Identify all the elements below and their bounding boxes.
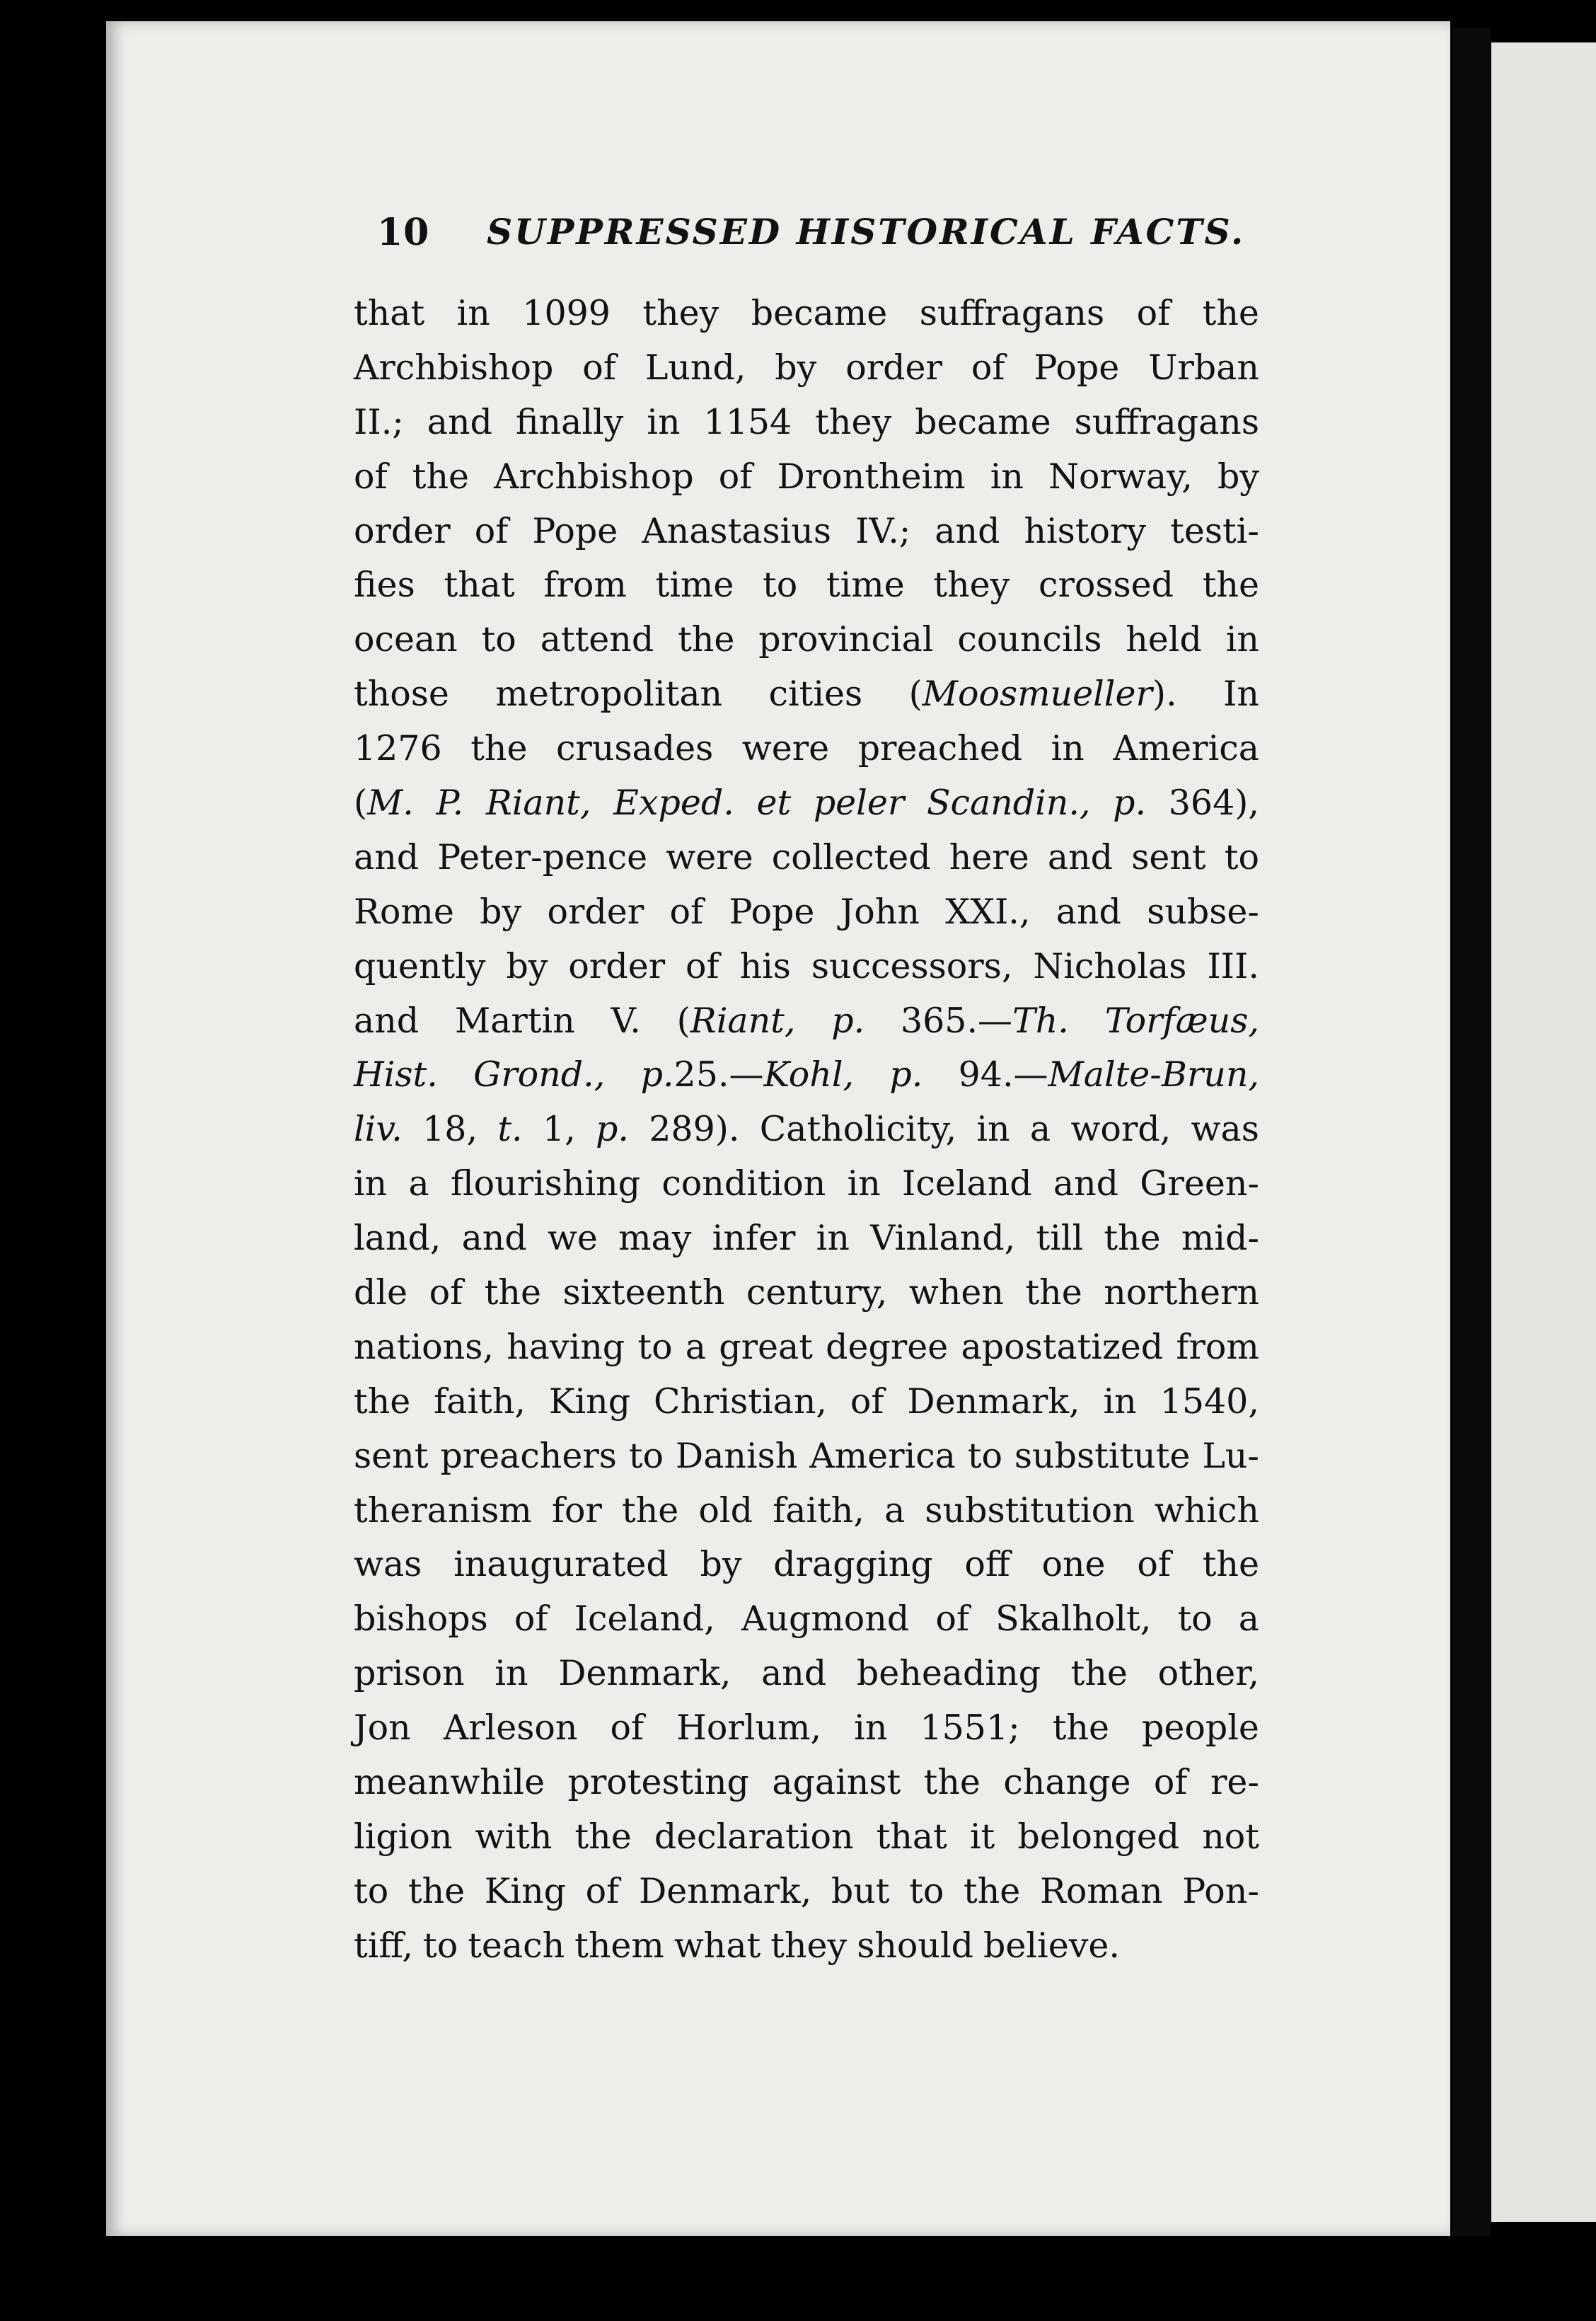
- word: infer: [712, 1218, 796, 1259]
- word: word,: [1070, 1109, 1172, 1150]
- word: p.: [1113, 783, 1147, 824]
- text-line: [354, 885, 1259, 940]
- word: in: [1225, 619, 1259, 660]
- word: one: [1041, 1544, 1106, 1585]
- word: but: [831, 1870, 890, 1911]
- word: his: [739, 945, 791, 986]
- word: belonged: [1017, 1816, 1180, 1857]
- word: people: [1142, 1707, 1259, 1749]
- word: fies: [354, 565, 415, 606]
- word: the: [1202, 565, 1259, 606]
- word: it: [969, 1816, 995, 1857]
- word: of: [935, 1599, 969, 1640]
- word: successors,: [811, 945, 1013, 986]
- word: liv.: [354, 1109, 403, 1150]
- word: Christian,: [653, 1381, 827, 1422]
- word: IV.;: [855, 510, 911, 551]
- word: Pope: [1034, 347, 1120, 388]
- text-line: [354, 341, 1259, 396]
- word: the: [1104, 1218, 1161, 1259]
- word: to: [1177, 1599, 1213, 1640]
- word: Vinland,: [870, 1218, 1016, 1259]
- word: to: [354, 1870, 389, 1911]
- book-gutter: [1452, 28, 1491, 2236]
- word: Green-: [1140, 1163, 1259, 1204]
- text-line: [354, 1756, 1259, 1810]
- word: were: [666, 836, 753, 877]
- word: the: [412, 456, 470, 497]
- word: of: [1153, 1762, 1188, 1803]
- word: 1154: [703, 401, 792, 442]
- text-line: [354, 1538, 1259, 1592]
- word: having: [507, 1326, 625, 1367]
- word: the: [1052, 1707, 1109, 1749]
- word: time: [826, 565, 905, 606]
- word: of: [971, 347, 1005, 388]
- word: Denmark,: [638, 1870, 812, 1911]
- word: in: [816, 1218, 850, 1259]
- text-line: [354, 667, 1259, 722]
- word: a: [685, 1326, 707, 1367]
- word: 1,: [542, 1109, 576, 1150]
- word: theranism: [354, 1490, 532, 1531]
- word: which: [1154, 1490, 1259, 1531]
- word: of: [1137, 1544, 1171, 1585]
- word: they: [815, 401, 892, 442]
- word: not: [1202, 1816, 1259, 1857]
- text-line: [354, 776, 1259, 831]
- word: and: [354, 1000, 420, 1041]
- word: of: [354, 456, 388, 497]
- word: provincial: [758, 619, 934, 660]
- text-line: [354, 505, 1259, 559]
- word: and: [461, 1218, 527, 1259]
- word: of: [686, 945, 719, 986]
- word: time: [655, 565, 734, 606]
- word: V.: [611, 1000, 641, 1041]
- word: the: [964, 1870, 1021, 1911]
- text-line: [354, 940, 1259, 994]
- word: of: [474, 510, 509, 551]
- word: against: [772, 1762, 901, 1803]
- word: King: [484, 1870, 566, 1911]
- word: sixteenth: [562, 1272, 725, 1313]
- word: in: [976, 1109, 1010, 1150]
- word: beheading: [856, 1653, 1041, 1694]
- text-line: [354, 1211, 1259, 1266]
- word: XXI.,: [945, 891, 1031, 932]
- word: tiff,: [354, 1925, 414, 1966]
- word: Catholicity,: [759, 1109, 957, 1150]
- word: we: [547, 1218, 598, 1259]
- word: Horlum,: [676, 1707, 822, 1749]
- word: land,: [354, 1218, 441, 1259]
- word: Lund,: [644, 347, 746, 388]
- word: to: [1224, 836, 1259, 877]
- word: they: [642, 293, 719, 333]
- word: suffragans: [919, 293, 1105, 333]
- word: to: [481, 619, 516, 660]
- word: Peter-pence: [437, 836, 648, 877]
- word: in: [1103, 1381, 1137, 1422]
- word: the: [622, 1490, 679, 1531]
- word: by: [1217, 456, 1259, 497]
- word: from: [1176, 1326, 1259, 1367]
- word: Lu-: [1202, 1435, 1259, 1476]
- word: should: [857, 1925, 973, 1966]
- word: change: [1003, 1762, 1131, 1803]
- word: they: [770, 1925, 848, 1966]
- word: p.25.—Kohl,: [640, 1054, 855, 1095]
- word: the: [1202, 1544, 1259, 1585]
- word: degree: [826, 1326, 949, 1367]
- word: by: [480, 891, 522, 932]
- word: in: [847, 1163, 881, 1204]
- word: Denmark,: [558, 1653, 732, 1694]
- word: of: [585, 1870, 620, 1911]
- word: councils: [957, 619, 1102, 660]
- word: century,: [746, 1272, 888, 1313]
- body-text: [354, 287, 1259, 1974]
- word: flourishing: [450, 1163, 641, 1204]
- word: northern: [1104, 1272, 1259, 1313]
- word: apostatized: [961, 1326, 1164, 1367]
- word: inaugurated: [453, 1544, 669, 1585]
- word: Pon-: [1182, 1870, 1259, 1911]
- text-line: [354, 1647, 1259, 1701]
- word: to: [909, 1870, 944, 1911]
- word: a: [884, 1490, 906, 1531]
- word: peler: [813, 783, 905, 824]
- word: testi-: [1170, 510, 1259, 551]
- word: of: [850, 1381, 884, 1422]
- word: may: [618, 1218, 692, 1259]
- word: order: [354, 510, 451, 551]
- text-line: [354, 1810, 1259, 1865]
- page-number: 10: [377, 211, 430, 254]
- word: America: [809, 1435, 956, 1476]
- word: (Moosmueller).: [908, 674, 1177, 715]
- word: Pope: [532, 510, 618, 551]
- word: preached: [857, 728, 1023, 769]
- word: to: [763, 565, 798, 606]
- word: Archbishop: [354, 347, 554, 388]
- word: Denmark,: [907, 1381, 1080, 1422]
- word: old: [698, 1490, 753, 1531]
- word: teach: [468, 1925, 565, 1966]
- word: the: [1202, 293, 1259, 333]
- word: became: [915, 401, 1051, 442]
- word: of: [429, 1272, 463, 1313]
- text-line: [354, 1320, 1259, 1375]
- word: with: [475, 1816, 553, 1857]
- word: in: [354, 1163, 388, 1204]
- word: by: [700, 1544, 742, 1585]
- word: Skalholt,: [995, 1599, 1152, 1640]
- word: held: [1126, 619, 1202, 660]
- word: of: [514, 1599, 548, 1640]
- word: Pope: [729, 891, 815, 932]
- word: finally: [515, 401, 624, 442]
- word: III.: [1207, 945, 1259, 986]
- word: II.;: [354, 401, 404, 442]
- word: attend: [540, 619, 654, 660]
- word: p.: [889, 1054, 923, 1095]
- word: King: [548, 1381, 631, 1422]
- word: of: [718, 456, 753, 497]
- word: metropolitan: [495, 674, 723, 715]
- word: that: [444, 565, 515, 606]
- page-header: [267, 211, 1244, 267]
- word: quently: [354, 945, 486, 986]
- word: and: [1047, 836, 1114, 877]
- text-line: [354, 994, 1259, 1049]
- word: of: [582, 347, 616, 388]
- word: 1099: [522, 293, 611, 333]
- word: nations,: [354, 1326, 494, 1367]
- word: were: [741, 728, 830, 769]
- word: Archbishop: [494, 456, 694, 497]
- word: in: [647, 401, 681, 442]
- text-line: [354, 1865, 1259, 1919]
- word: 365.—Th.: [900, 1000, 1069, 1041]
- word: of: [610, 1707, 644, 1749]
- word: became: [751, 293, 888, 333]
- word: John: [840, 891, 920, 932]
- text-line: [354, 1429, 1259, 1484]
- text-line: [354, 1484, 1259, 1538]
- word: Norway,: [1048, 456, 1193, 497]
- word: those: [354, 674, 449, 715]
- word: Rome: [354, 891, 454, 932]
- word: Grond.,: [473, 1054, 606, 1095]
- word: by: [506, 945, 548, 986]
- text-line: [354, 287, 1259, 341]
- running-title: SUPPRESSED HISTORICAL FACTS.: [487, 211, 1246, 253]
- word: was: [1191, 1109, 1259, 1150]
- word: Iceland: [902, 1163, 1032, 1204]
- text-line: [354, 722, 1259, 776]
- text-line: [354, 613, 1259, 667]
- word: in: [990, 456, 1024, 497]
- word: ligion: [354, 1816, 453, 1857]
- word: by: [775, 347, 817, 388]
- word: Urban: [1148, 347, 1259, 388]
- word: Riant,: [485, 783, 591, 824]
- word: faith,: [773, 1490, 865, 1531]
- word: Nicholas: [1033, 945, 1187, 986]
- text-line: [354, 1919, 1259, 1974]
- facing-page-edge: [1491, 42, 1596, 2222]
- word: here: [949, 836, 1029, 877]
- word: Scandin.,: [926, 783, 1091, 824]
- word: of: [1136, 293, 1171, 333]
- word: p.: [595, 1109, 629, 1150]
- word: bishops: [354, 1599, 488, 1640]
- text-line: [354, 1102, 1259, 1157]
- word: 1276: [354, 728, 442, 769]
- word: Martin: [454, 1000, 575, 1041]
- word: great: [719, 1326, 813, 1367]
- word: to: [967, 1435, 1002, 1476]
- word: history: [1024, 510, 1147, 551]
- word: order: [568, 945, 666, 986]
- word: 289).: [649, 1109, 740, 1150]
- word: re-: [1210, 1762, 1259, 1803]
- word: the: [484, 1272, 541, 1313]
- word: and: [761, 1653, 827, 1694]
- word: declaration: [654, 1816, 854, 1857]
- word: 364),: [1168, 783, 1259, 824]
- word: (Riant,: [676, 1000, 796, 1041]
- word: to: [423, 1925, 458, 1966]
- word: what: [673, 1925, 761, 1966]
- word: Drontheim: [777, 456, 966, 497]
- word: condition: [661, 1163, 826, 1204]
- word: subse-: [1147, 891, 1259, 932]
- word: protesting: [567, 1762, 749, 1803]
- word: that: [354, 293, 425, 333]
- word: and: [935, 510, 1000, 551]
- word: P.: [436, 783, 464, 824]
- word: Exped.: [613, 783, 734, 824]
- word: the: [354, 1381, 411, 1422]
- word: crossed: [1039, 565, 1174, 606]
- word: 18,: [422, 1109, 478, 1150]
- word: in: [854, 1707, 888, 1749]
- word: order: [845, 347, 942, 388]
- word: Danish: [675, 1435, 798, 1476]
- word: the: [923, 1762, 981, 1803]
- word: believe.: [983, 1925, 1120, 1966]
- word: in: [1051, 728, 1085, 769]
- word: off: [964, 1544, 1010, 1585]
- word: and: [427, 401, 492, 442]
- text-line: [354, 450, 1259, 505]
- word: and: [354, 836, 420, 877]
- word: In: [1223, 674, 1259, 715]
- word: Hist.: [354, 1054, 438, 1095]
- word: Roman: [1039, 1870, 1163, 1911]
- word: sent: [1131, 836, 1206, 877]
- word: ocean: [354, 619, 458, 660]
- word: order: [547, 891, 644, 932]
- word: for: [551, 1490, 602, 1531]
- word: the: [407, 1870, 466, 1911]
- text-line: [354, 1048, 1259, 1102]
- word: 1540,: [1160, 1381, 1259, 1422]
- word: other,: [1157, 1653, 1259, 1694]
- word: p.: [831, 1000, 865, 1041]
- word: the: [470, 728, 528, 769]
- word: 1551;: [920, 1707, 1020, 1749]
- word: they: [933, 565, 1010, 606]
- word: (M.: [354, 783, 414, 824]
- word: prison: [354, 1653, 465, 1694]
- word: preachers: [440, 1435, 617, 1476]
- word: meanwhile: [354, 1762, 545, 1803]
- word: America: [1113, 728, 1259, 769]
- word: dle: [354, 1272, 408, 1313]
- word: et: [756, 783, 792, 824]
- word: a: [408, 1163, 429, 1204]
- text-line: [354, 558, 1259, 613]
- word: till: [1036, 1218, 1084, 1259]
- word: a: [1238, 1599, 1259, 1640]
- word: of: [669, 891, 704, 932]
- word: in: [495, 1653, 528, 1694]
- text-line: [354, 1701, 1259, 1756]
- word: a: [1029, 1109, 1051, 1150]
- word: Jon: [354, 1707, 411, 1749]
- word: Iceland,: [574, 1599, 715, 1640]
- word: Arleson: [443, 1707, 578, 1749]
- word: Torfæus,: [1104, 1000, 1259, 1041]
- text-line: [354, 1375, 1259, 1429]
- word: when: [908, 1272, 1004, 1313]
- word: them: [574, 1925, 664, 1966]
- word: mid-: [1181, 1218, 1259, 1259]
- word: Anastasius: [642, 510, 831, 551]
- word: dragging: [773, 1544, 933, 1585]
- word: in: [456, 293, 490, 333]
- word: cities: [768, 674, 863, 715]
- word: from: [543, 565, 627, 606]
- word: the: [1070, 1653, 1128, 1694]
- text-line: [354, 1266, 1259, 1320]
- word: substitution: [925, 1490, 1135, 1531]
- text-line: [354, 396, 1259, 450]
- word: was: [354, 1544, 422, 1585]
- text-line: [354, 1157, 1259, 1211]
- word: substitute: [1014, 1435, 1191, 1476]
- word: sent: [354, 1435, 429, 1476]
- text-line: [354, 1592, 1259, 1647]
- word: that: [876, 1816, 947, 1857]
- word: and: [1056, 891, 1121, 932]
- word: 94.—Malte-Brun,: [958, 1054, 1259, 1095]
- word: crusades: [555, 728, 714, 769]
- word: and: [1053, 1163, 1119, 1204]
- word: collected: [771, 836, 931, 877]
- word: suffragans: [1074, 401, 1259, 442]
- word: to: [628, 1435, 664, 1476]
- word: the: [678, 619, 735, 660]
- word: to: [637, 1326, 673, 1367]
- text-line: [354, 831, 1259, 885]
- word: t.: [497, 1109, 523, 1150]
- word: faith,: [434, 1381, 526, 1422]
- word: the: [1025, 1272, 1082, 1313]
- word: the: [574, 1816, 632, 1857]
- word: Augmond: [741, 1599, 910, 1640]
